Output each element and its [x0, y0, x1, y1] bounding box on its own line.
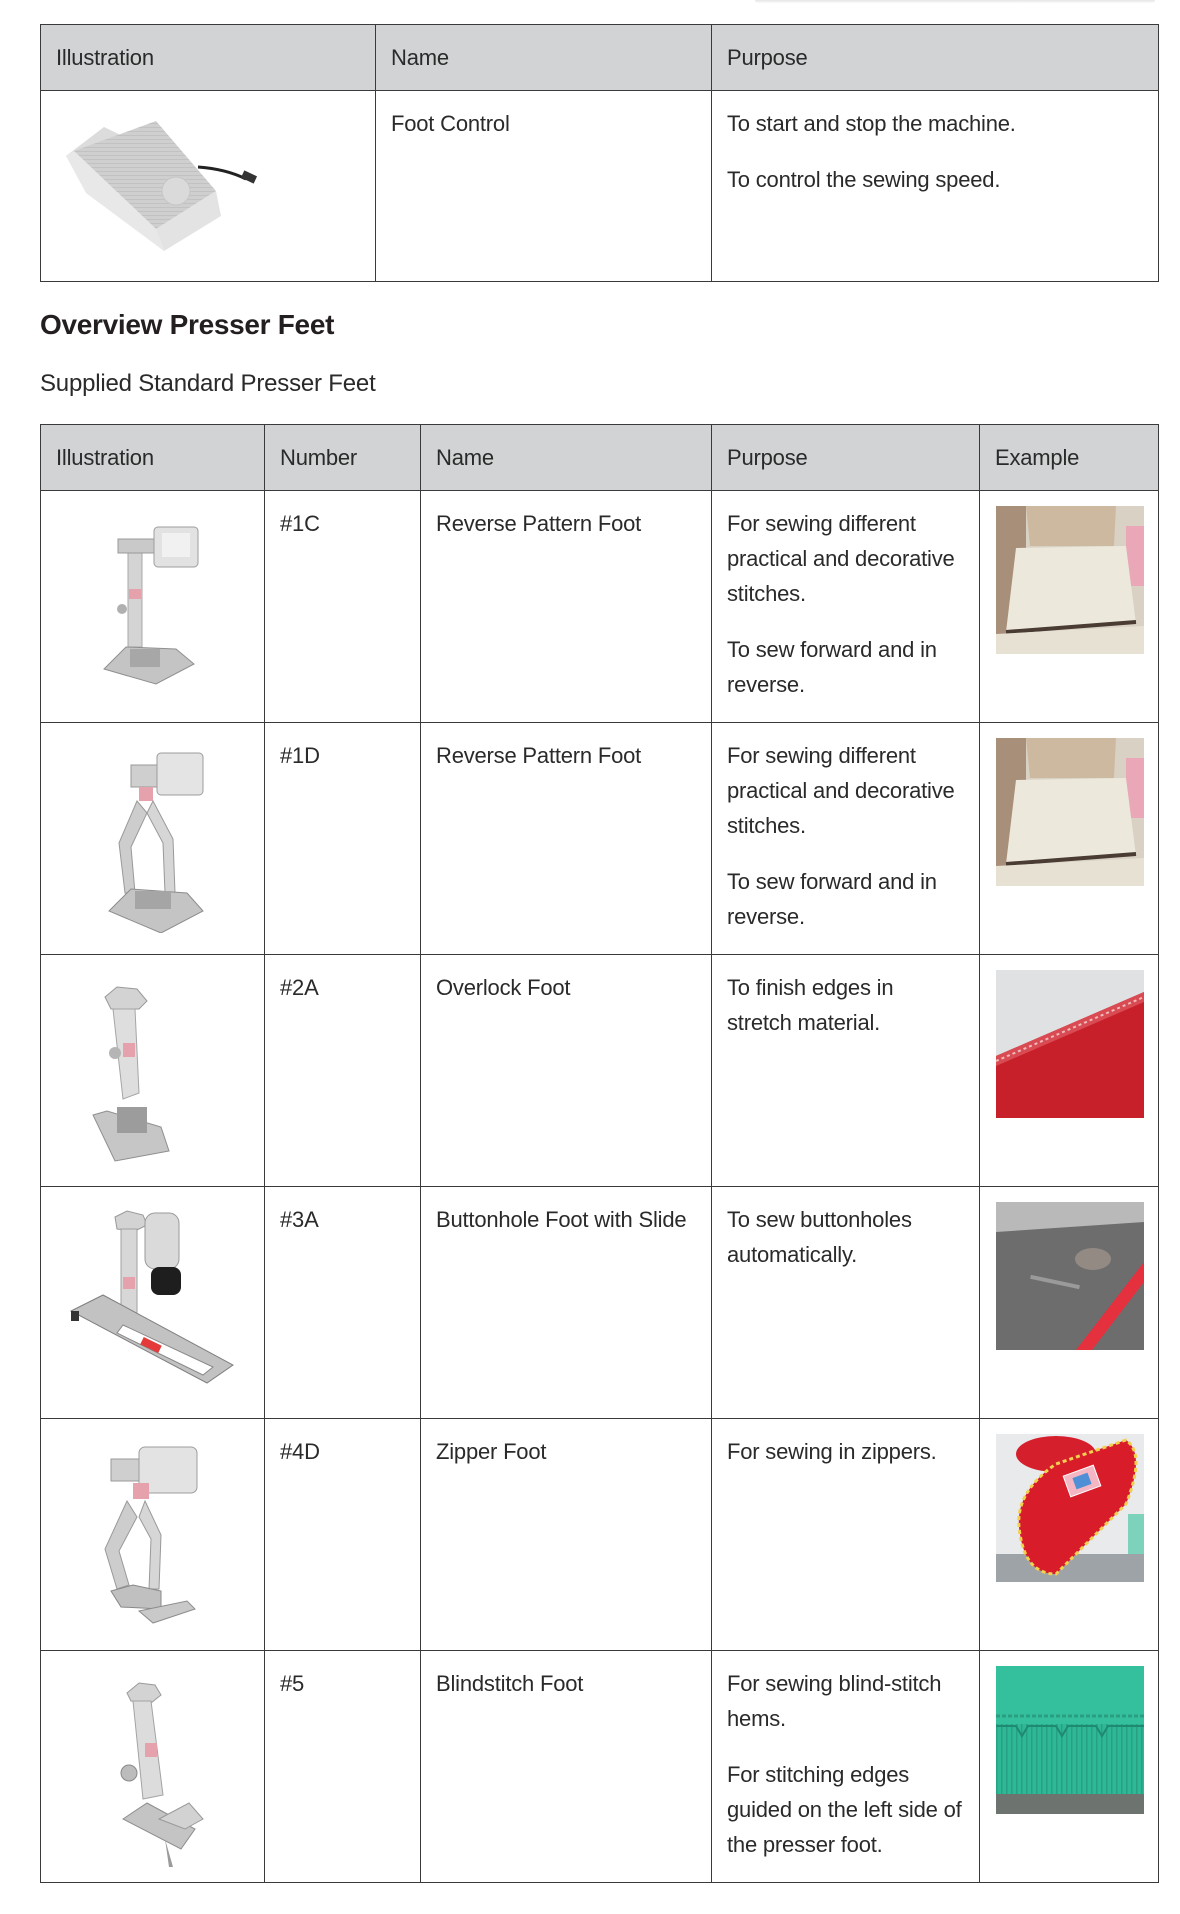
name-cell: Reverse Pattern Foot — [421, 723, 712, 955]
table-header-row — [41, 25, 1159, 91]
purpose-cell: To sew buttonholes automatically. — [712, 1187, 980, 1419]
illustration-cell — [41, 1651, 265, 1883]
header-name: Name — [421, 425, 712, 491]
illustration-cell — [41, 723, 265, 955]
number-cell: #1C — [265, 491, 421, 723]
table-row — [41, 91, 1159, 282]
number-cell: #1D — [265, 723, 421, 955]
name-cell: Buttonhole Foot with Slide — [421, 1187, 712, 1419]
name-cell — [376, 91, 712, 282]
presser-feet-table — [40, 424, 1159, 1883]
zipper-foot-4d-image — [41, 1419, 264, 1650]
purpose-cell: For sewing different practical and decorative stitches. To sew forward and in reverse. — [712, 491, 980, 723]
number-cell: #3A — [265, 1187, 421, 1419]
purpose-cell: For sewing blind-stitch hems. For stitching edges guided on the left side of the presser foot. — [712, 1651, 980, 1883]
grey-felt-buttonhole-example-image — [996, 1202, 1144, 1350]
section-title: Overview Presser Feet — [40, 309, 335, 340]
table-header-row — [41, 425, 1159, 491]
table-row — [41, 723, 1159, 955]
illustration-cell — [41, 955, 265, 1187]
illustration-cell — [41, 1187, 265, 1419]
red-overlock-edge-example-image — [996, 970, 1144, 1118]
green-blindstitch-hem-example-image — [996, 1666, 1144, 1814]
header-example: Example — [980, 425, 1159, 491]
illustration-cell — [41, 1419, 265, 1651]
number-cell: #2A — [265, 955, 421, 1187]
reverse-pattern-foot-1d-image — [41, 723, 264, 954]
name-cell: Reverse Pattern Foot — [421, 491, 712, 723]
skirt-hem-example-image — [996, 506, 1144, 654]
buttonhole-foot-3a-image — [41, 1187, 264, 1418]
section-subtitle: Supplied Standard Presser Feet — [40, 370, 376, 397]
overlock-foot-2a-image — [41, 955, 264, 1186]
header-purpose: Purpose — [712, 25, 1159, 91]
item-purpose: To start and stop the machine. To control the sewing speed. — [727, 111, 1016, 192]
purpose-cell: For sewing in zippers. — [712, 1419, 980, 1651]
example-cell — [980, 491, 1159, 723]
illustration-cell — [41, 491, 265, 723]
item-name: Foot Control — [391, 111, 510, 136]
page-top-shadow — [755, 0, 1155, 3]
purpose-cell: To finish edges in stretch material. — [712, 955, 980, 1187]
table-row — [41, 955, 1159, 1187]
table-row — [41, 1651, 1159, 1883]
number-cell: #4D — [265, 1419, 421, 1651]
name-cell: Overlock Foot — [421, 955, 712, 1187]
table-row — [41, 1187, 1159, 1419]
header-number: Number — [265, 425, 421, 491]
skirt-hem-example-image — [996, 738, 1144, 886]
example-cell — [980, 955, 1159, 1187]
header-illustration: Illustration — [41, 25, 376, 91]
purpose-cell — [712, 91, 1159, 282]
illustration-cell — [41, 91, 376, 282]
purpose-cell: For sewing different practical and decorative stitches. To sew forward and in reverse. — [712, 723, 980, 955]
example-cell — [980, 723, 1159, 955]
blindstitch-foot-5-image — [41, 1651, 264, 1882]
example-cell — [980, 1651, 1159, 1883]
reverse-pattern-foot-1c-image — [41, 491, 264, 722]
header-name: Name — [376, 25, 712, 91]
red-zipper-case-example-image — [996, 1434, 1144, 1582]
example-cell — [980, 1187, 1159, 1419]
table-row — [41, 491, 1159, 723]
name-cell: Zipper Foot — [421, 1419, 712, 1651]
name-cell: Blindstitch Foot — [421, 1651, 712, 1883]
foot-control-image — [41, 91, 375, 281]
number-cell: #5 — [265, 1651, 421, 1883]
accessories-table — [40, 24, 1159, 282]
header-purpose: Purpose — [712, 425, 980, 491]
example-cell — [980, 1419, 1159, 1651]
header-illustration: Illustration — [41, 425, 265, 491]
table-row — [41, 1419, 1159, 1651]
